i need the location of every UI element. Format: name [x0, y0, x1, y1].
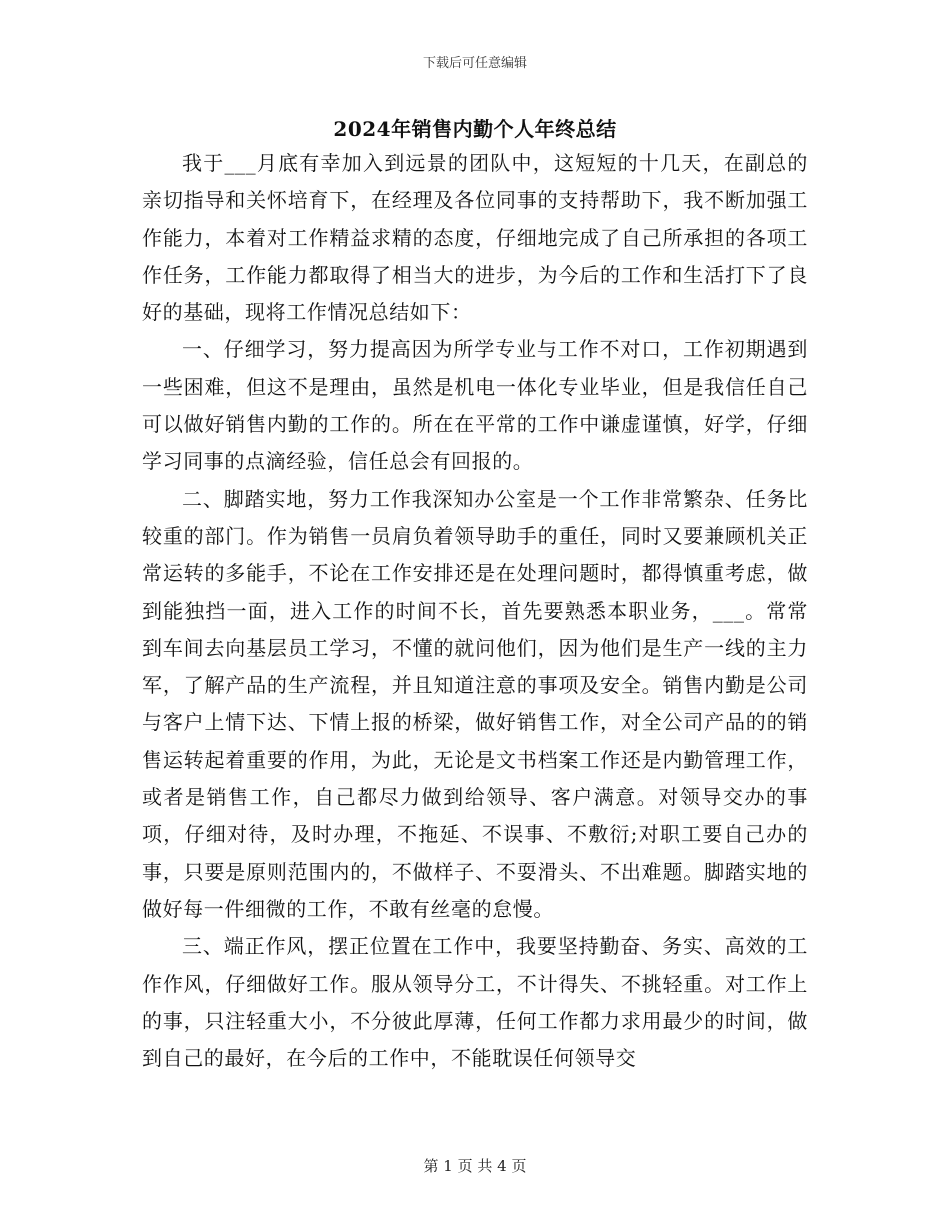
paragraph-section-1: 一、仔细学习，努力提高因为所学专业与工作不对口，工作初期遇到一些困难，但这不是理由，虽然是机电一体化专业毕业，但是我信任自己可以做好销售内勤的工作的。所在在平常的工作中谦虚谨慎，好学，仔细学习同事的点滴经验，信任总会有回报的。 [142, 337, 808, 474]
document-title: 2024年销售内勤个人年终总结 [333, 117, 617, 141]
paragraph-intro: 我于___月底有幸加入到远景的团队中，这短短的十几天，在副总的亲切指导和关怀培育下，在经理及各位同事的支持帮助下，我不断加强工作能力，本着对工作精益求精的态度，仔细地完成了自己所承担的各项工作任务，工作能力都取得了相当大的进步，为今后的工作和生活打下了良好的基础，现将工作情况总结如下： [142, 151, 808, 325]
page-number: 第 1 页 共 4 页 [423, 1157, 527, 1175]
header-note: 下载后可任意编辑 [422, 56, 527, 71]
paragraph-section-3: 三、端正作风，摆正位置在工作中，我要坚持勤奋、务实、高效的工作作风，仔细做好工作。服从领导分工，不计得失、不挑轻重。对工作上的事，只注轻重大小，不分彼此厚薄，任何工作都力求用最少的时间，做到自己的最好，在今后的工作中，不能耽误任何领导交 [142, 934, 808, 1071]
document-body [142, 145, 808, 1077]
paragraph-section-2: 二、脚踏实地，努力工作我深知办公室是一个工作非常繁杂、任务比较重的部门。作为销售一员肩负着领导助手的重任，同时又要兼顾机关正常运转的多能手，不论在工作安排还是在处理问题时，都得慎重考虑，做到能独挡一面，进入工作的时间不长，首先要熟悉本职业务，___。常常到车间去向基层员工学习，不懂的就问他们，因为他们是生产一线的主力军，了解产品的生产流程，并且知道注意的事项及安全。销售内勤是公司与客户上情下达、下情上报的桥梁，做好销售工作，对全公司产品的的销售运转起着重要的作用，为此，无论是文书档案工作还是内勤管理工作，或者是销售工作，自己都尽力做到给领导、客户满意。对领导交办的事项，仔细对待，及时办理，不拖延、不误事、不敷衍;对职工要自己办的事，只要是原则范围内的，不做样子、不耍滑头、不出难题。脚踏实地的做好每一件细微的工作，不敢有丝毫的怠慢。 [142, 486, 808, 921]
